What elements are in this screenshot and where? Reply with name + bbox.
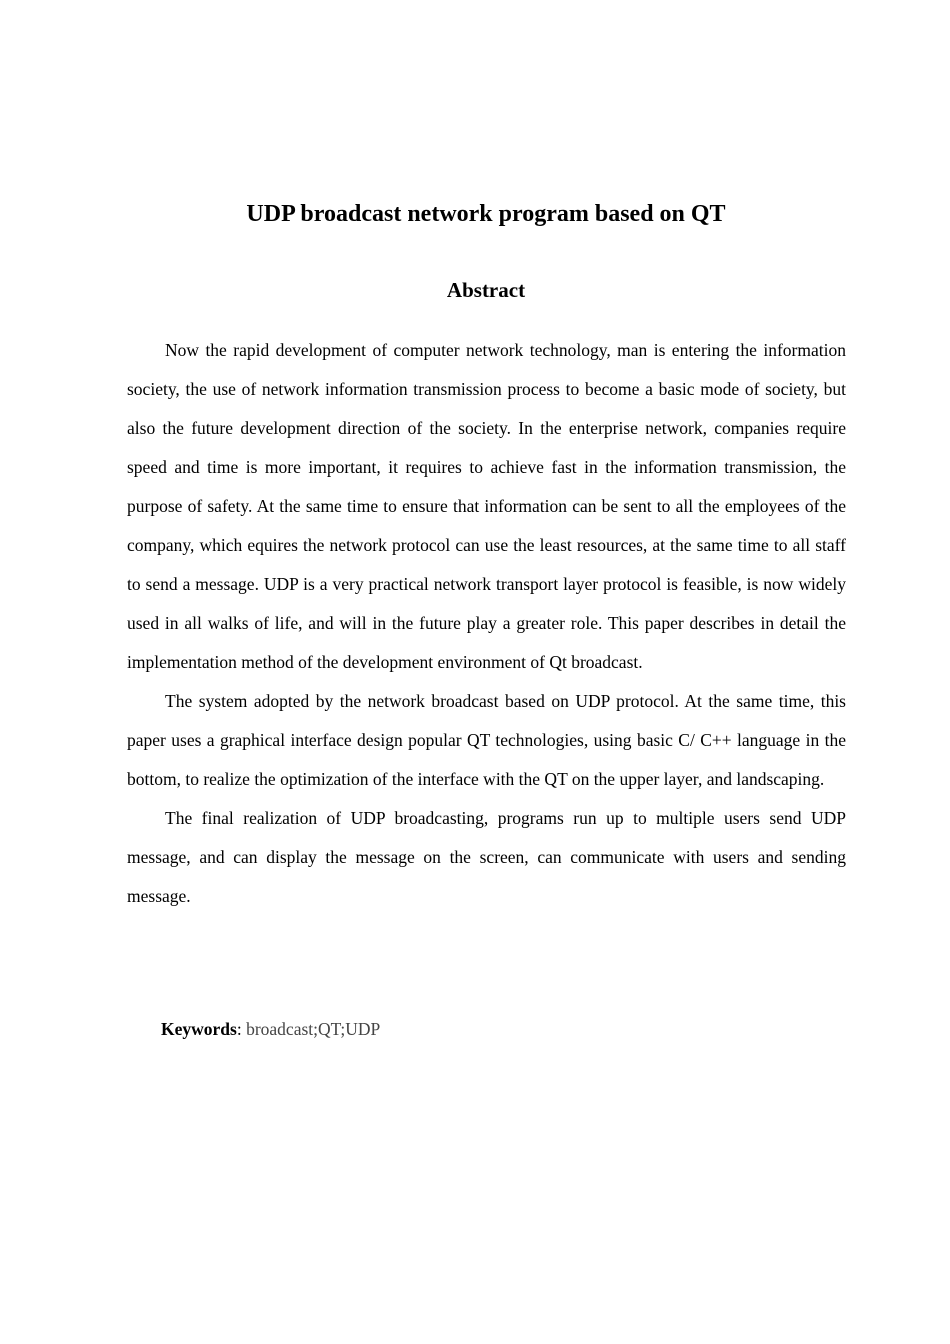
keywords-line	[161, 1016, 380, 1042]
abstract-heading: Abstract	[446, 278, 526, 302]
keywords-value: broadcast;QT;UDP	[246, 1019, 381, 1039]
keywords-label: Keywords	[161, 1019, 237, 1039]
abstract-body	[127, 331, 846, 916]
abstract-paragraph-2: The system adopted by the network broadcast based on UDP protocol. At the same time, this paper uses a graphical interface design popular QT technologies, using basic C/ C++ language in the bottom, to realize the optimization of the interface with the QT on the upper layer, and landscaping.	[127, 691, 846, 789]
keywords-separator: :	[236, 1019, 247, 1039]
abstract-paragraph-3: The final realization of UDP broadcasting, programs run up to multiple users send UDP message, and can display the message on the screen, can communicate with users and sending message.	[127, 808, 846, 906]
paper-title: UDP broadcast network program based on QT	[246, 201, 726, 227]
abstract-paragraph-1: Now the rapid development of computer network technology, man is entering the information society, the use of network information transmission process to become a basic mode of society, but also the future development direction of the society. In the enterprise network, companies require speed and time is more important, it requires to achieve fast in the information transmission, the purpose of safety. At the same time to ensure that information can be sent to all the employees of the company, which equires the network protocol can use the least resources, at the same time to all staff to send a message. UDP is a very practical network transport layer protocol is feasible, is now widely used in all walks of life, and will in the future play a greater role. This paper describes in detail the implementation method of the development environment of Qt broadcast.	[127, 340, 846, 672]
